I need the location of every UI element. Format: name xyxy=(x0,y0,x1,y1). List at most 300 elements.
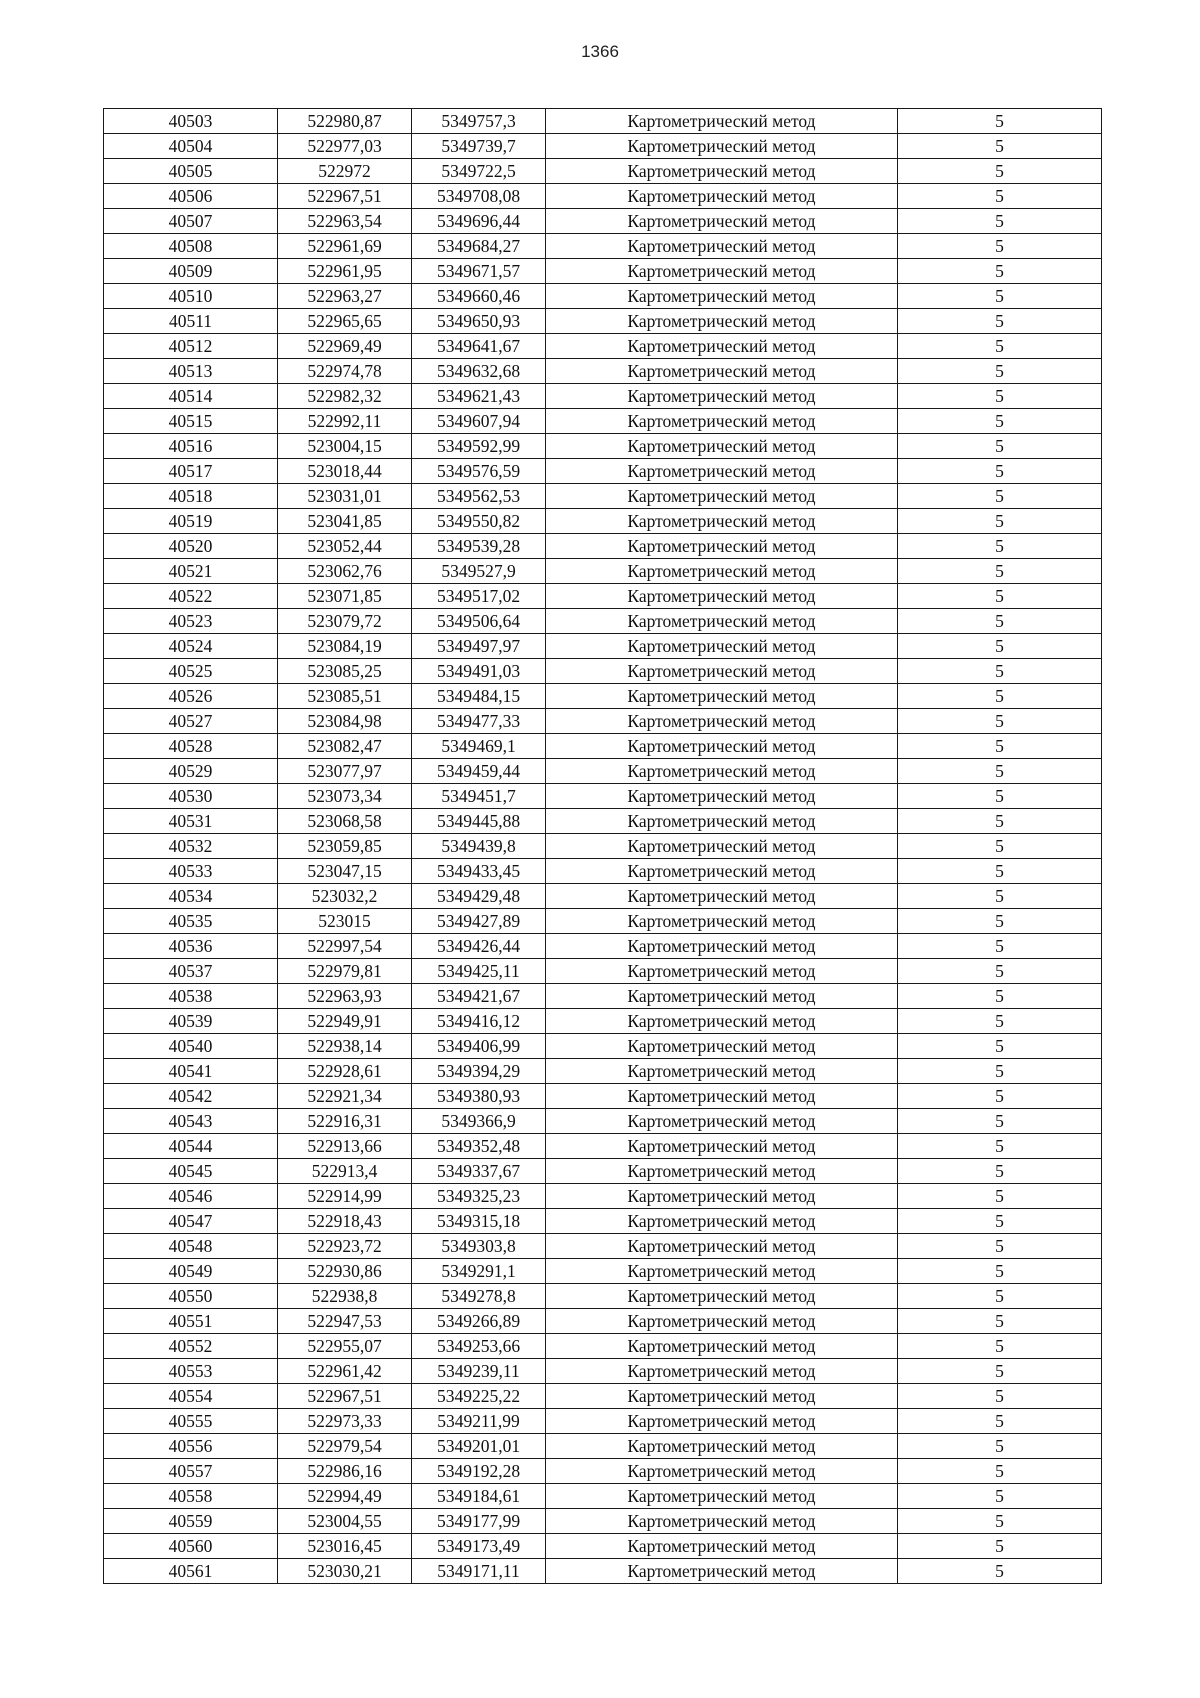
table-row xyxy=(104,1084,1102,1109)
x-coordinate-cell: 522916,31 xyxy=(278,1109,412,1134)
accuracy-cell: 5 xyxy=(898,934,1102,959)
x-coordinate-cell: 522947,53 xyxy=(278,1309,412,1334)
accuracy-cell: 5 xyxy=(898,559,1102,584)
method-cell: Картометрический метод xyxy=(546,134,898,159)
accuracy-cell: 5 xyxy=(898,184,1102,209)
point-number-cell: 40547 xyxy=(104,1209,278,1234)
accuracy-cell: 5 xyxy=(898,1034,1102,1059)
accuracy-cell: 5 xyxy=(898,109,1102,134)
point-number-cell: 40516 xyxy=(104,434,278,459)
method-cell: Картометрический метод xyxy=(546,809,898,834)
accuracy-cell: 5 xyxy=(898,1384,1102,1409)
method-cell: Картометрический метод xyxy=(546,1409,898,1434)
point-number-cell: 40558 xyxy=(104,1484,278,1509)
x-coordinate-cell: 522973,33 xyxy=(278,1409,412,1434)
y-coordinate-cell: 5349539,28 xyxy=(412,534,546,559)
page-number: 1366 xyxy=(581,42,619,61)
method-cell: Картометрический метод xyxy=(546,359,898,384)
x-coordinate-cell: 522921,34 xyxy=(278,1084,412,1109)
y-coordinate-cell: 5349684,27 xyxy=(412,234,546,259)
x-coordinate-cell: 523016,45 xyxy=(278,1534,412,1559)
x-coordinate-cell: 523062,76 xyxy=(278,559,412,584)
table-row xyxy=(104,1509,1102,1534)
y-coordinate-cell: 5349173,49 xyxy=(412,1534,546,1559)
method-cell: Картометрический метод xyxy=(546,1159,898,1184)
table-row xyxy=(104,1484,1102,1509)
point-number-cell: 40540 xyxy=(104,1034,278,1059)
y-coordinate-cell: 5349433,45 xyxy=(412,859,546,884)
coordinates-table-body xyxy=(104,109,1102,1584)
point-number-cell: 40506 xyxy=(104,184,278,209)
table-row xyxy=(104,734,1102,759)
method-cell: Картометрический метод xyxy=(546,1209,898,1234)
point-number-cell: 40549 xyxy=(104,1259,278,1284)
point-number-cell: 40561 xyxy=(104,1559,278,1584)
table-row xyxy=(104,284,1102,309)
y-coordinate-cell: 5349278,8 xyxy=(412,1284,546,1309)
table-row xyxy=(104,859,1102,884)
x-coordinate-cell: 523015 xyxy=(278,909,412,934)
method-cell: Картометрический метод xyxy=(546,759,898,784)
x-coordinate-cell: 523082,47 xyxy=(278,734,412,759)
y-coordinate-cell: 5349171,11 xyxy=(412,1559,546,1584)
method-cell: Картометрический метод xyxy=(546,1509,898,1534)
y-coordinate-cell: 5349491,03 xyxy=(412,659,546,684)
x-coordinate-cell: 522979,54 xyxy=(278,1434,412,1459)
x-coordinate-cell: 523084,98 xyxy=(278,709,412,734)
point-number-cell: 40539 xyxy=(104,1009,278,1034)
table-row xyxy=(104,1409,1102,1434)
point-number-cell: 40543 xyxy=(104,1109,278,1134)
accuracy-cell: 5 xyxy=(898,959,1102,984)
accuracy-cell: 5 xyxy=(898,159,1102,184)
accuracy-cell: 5 xyxy=(898,234,1102,259)
y-coordinate-cell: 5349477,33 xyxy=(412,709,546,734)
y-coordinate-cell: 5349266,89 xyxy=(412,1309,546,1334)
point-number-cell: 40545 xyxy=(104,1159,278,1184)
point-number-cell: 40536 xyxy=(104,934,278,959)
accuracy-cell: 5 xyxy=(898,884,1102,909)
y-coordinate-cell: 5349253,66 xyxy=(412,1334,546,1359)
point-number-cell: 40509 xyxy=(104,259,278,284)
point-number-cell: 40510 xyxy=(104,284,278,309)
accuracy-cell: 5 xyxy=(898,259,1102,284)
x-coordinate-cell: 523031,01 xyxy=(278,484,412,509)
point-number-cell: 40523 xyxy=(104,609,278,634)
point-number-cell: 40520 xyxy=(104,534,278,559)
accuracy-cell: 5 xyxy=(898,1259,1102,1284)
table-row xyxy=(104,884,1102,909)
accuracy-cell: 5 xyxy=(898,1134,1102,1159)
point-number-cell: 40531 xyxy=(104,809,278,834)
y-coordinate-cell: 5349416,12 xyxy=(412,1009,546,1034)
x-coordinate-cell: 522961,42 xyxy=(278,1359,412,1384)
table-row xyxy=(104,1559,1102,1584)
table-row xyxy=(104,809,1102,834)
point-number-cell: 40544 xyxy=(104,1134,278,1159)
point-number-cell: 40528 xyxy=(104,734,278,759)
accuracy-cell: 5 xyxy=(898,459,1102,484)
x-coordinate-cell: 522986,16 xyxy=(278,1459,412,1484)
table-row xyxy=(104,159,1102,184)
accuracy-cell: 5 xyxy=(898,284,1102,309)
table-row xyxy=(104,1159,1102,1184)
table-row xyxy=(104,534,1102,559)
method-cell: Картометрический метод xyxy=(546,1434,898,1459)
point-number-cell: 40537 xyxy=(104,959,278,984)
point-number-cell: 40515 xyxy=(104,409,278,434)
method-cell: Картометрический метод xyxy=(546,1559,898,1584)
table-row xyxy=(104,334,1102,359)
y-coordinate-cell: 5349607,94 xyxy=(412,409,546,434)
y-coordinate-cell: 5349211,99 xyxy=(412,1409,546,1434)
table-row xyxy=(104,609,1102,634)
accuracy-cell: 5 xyxy=(898,509,1102,534)
x-coordinate-cell: 522961,69 xyxy=(278,234,412,259)
x-coordinate-cell: 522963,54 xyxy=(278,209,412,234)
x-coordinate-cell: 523032,2 xyxy=(278,884,412,909)
y-coordinate-cell: 5349671,57 xyxy=(412,259,546,284)
method-cell: Картометрический метод xyxy=(546,659,898,684)
table-row xyxy=(104,1534,1102,1559)
method-cell: Картометрический метод xyxy=(546,934,898,959)
x-coordinate-cell: 522967,51 xyxy=(278,184,412,209)
table-row xyxy=(104,1134,1102,1159)
accuracy-cell: 5 xyxy=(898,409,1102,434)
accuracy-cell: 5 xyxy=(898,1059,1102,1084)
point-number-cell: 40513 xyxy=(104,359,278,384)
method-cell: Картометрический метод xyxy=(546,1334,898,1359)
point-number-cell: 40525 xyxy=(104,659,278,684)
accuracy-cell: 5 xyxy=(898,1234,1102,1259)
point-number-cell: 40529 xyxy=(104,759,278,784)
x-coordinate-cell: 523071,85 xyxy=(278,584,412,609)
accuracy-cell: 5 xyxy=(898,859,1102,884)
table-row xyxy=(104,1209,1102,1234)
method-cell: Картометрический метод xyxy=(546,209,898,234)
accuracy-cell: 5 xyxy=(898,334,1102,359)
point-number-cell: 40517 xyxy=(104,459,278,484)
point-number-cell: 40521 xyxy=(104,559,278,584)
accuracy-cell: 5 xyxy=(898,1109,1102,1134)
x-coordinate-cell: 522977,03 xyxy=(278,134,412,159)
method-cell: Картометрический метод xyxy=(546,734,898,759)
x-coordinate-cell: 523047,15 xyxy=(278,859,412,884)
y-coordinate-cell: 5349469,1 xyxy=(412,734,546,759)
y-coordinate-cell: 5349696,44 xyxy=(412,209,546,234)
table-row xyxy=(104,659,1102,684)
y-coordinate-cell: 5349506,64 xyxy=(412,609,546,634)
table-row xyxy=(104,459,1102,484)
method-cell: Картометрический метод xyxy=(546,1484,898,1509)
point-number-cell: 40560 xyxy=(104,1534,278,1559)
accuracy-cell: 5 xyxy=(898,534,1102,559)
table-row xyxy=(104,934,1102,959)
table-row xyxy=(104,1359,1102,1384)
method-cell: Картометрический метод xyxy=(546,1534,898,1559)
y-coordinate-cell: 5349315,18 xyxy=(412,1209,546,1234)
y-coordinate-cell: 5349406,99 xyxy=(412,1034,546,1059)
accuracy-cell: 5 xyxy=(898,684,1102,709)
table-row xyxy=(104,1384,1102,1409)
method-cell: Картометрический метод xyxy=(546,909,898,934)
table-row xyxy=(104,434,1102,459)
method-cell: Картометрический метод xyxy=(546,959,898,984)
method-cell: Картометрический метод xyxy=(546,1284,898,1309)
y-coordinate-cell: 5349421,67 xyxy=(412,984,546,1009)
y-coordinate-cell: 5349660,46 xyxy=(412,284,546,309)
point-number-cell: 40512 xyxy=(104,334,278,359)
x-coordinate-cell: 523084,19 xyxy=(278,634,412,659)
accuracy-cell: 5 xyxy=(898,834,1102,859)
accuracy-cell: 5 xyxy=(898,759,1102,784)
point-number-cell: 40526 xyxy=(104,684,278,709)
point-number-cell: 40550 xyxy=(104,1284,278,1309)
accuracy-cell: 5 xyxy=(898,1434,1102,1459)
point-number-cell: 40503 xyxy=(104,109,278,134)
point-number-cell: 40552 xyxy=(104,1334,278,1359)
accuracy-cell: 5 xyxy=(898,1359,1102,1384)
x-coordinate-cell: 522918,43 xyxy=(278,1209,412,1234)
accuracy-cell: 5 xyxy=(898,1309,1102,1334)
point-number-cell: 40507 xyxy=(104,209,278,234)
method-cell: Картометрический метод xyxy=(546,434,898,459)
accuracy-cell: 5 xyxy=(898,1009,1102,1034)
point-number-cell: 40551 xyxy=(104,1309,278,1334)
y-coordinate-cell: 5349641,67 xyxy=(412,334,546,359)
x-coordinate-cell: 522982,32 xyxy=(278,384,412,409)
x-coordinate-cell: 523030,21 xyxy=(278,1559,412,1584)
y-coordinate-cell: 5349576,59 xyxy=(412,459,546,484)
x-coordinate-cell: 523068,58 xyxy=(278,809,412,834)
y-coordinate-cell: 5349303,8 xyxy=(412,1234,546,1259)
accuracy-cell: 5 xyxy=(898,1459,1102,1484)
accuracy-cell: 5 xyxy=(898,809,1102,834)
point-number-cell: 40527 xyxy=(104,709,278,734)
point-number-cell: 40548 xyxy=(104,1234,278,1259)
accuracy-cell: 5 xyxy=(898,1284,1102,1309)
point-number-cell: 40524 xyxy=(104,634,278,659)
point-number-cell: 40514 xyxy=(104,384,278,409)
accuracy-cell: 5 xyxy=(898,134,1102,159)
table-row xyxy=(104,959,1102,984)
x-coordinate-cell: 522949,91 xyxy=(278,1009,412,1034)
point-number-cell: 40546 xyxy=(104,1184,278,1209)
accuracy-cell: 5 xyxy=(898,1559,1102,1584)
x-coordinate-cell: 522961,95 xyxy=(278,259,412,284)
x-coordinate-cell: 522928,61 xyxy=(278,1059,412,1084)
method-cell: Картометрический метод xyxy=(546,684,898,709)
y-coordinate-cell: 5349239,11 xyxy=(412,1359,546,1384)
y-coordinate-cell: 5349427,89 xyxy=(412,909,546,934)
point-number-cell: 40557 xyxy=(104,1459,278,1484)
x-coordinate-cell: 522923,72 xyxy=(278,1234,412,1259)
x-coordinate-cell: 522974,78 xyxy=(278,359,412,384)
table-row xyxy=(104,1259,1102,1284)
accuracy-cell: 5 xyxy=(898,609,1102,634)
table-row xyxy=(104,634,1102,659)
point-number-cell: 40553 xyxy=(104,1359,278,1384)
method-cell: Картометрический метод xyxy=(546,509,898,534)
table-row xyxy=(104,559,1102,584)
accuracy-cell: 5 xyxy=(898,784,1102,809)
method-cell: Картометрический метод xyxy=(546,1009,898,1034)
accuracy-cell: 5 xyxy=(898,1534,1102,1559)
y-coordinate-cell: 5349739,7 xyxy=(412,134,546,159)
accuracy-cell: 5 xyxy=(898,1334,1102,1359)
accuracy-cell: 5 xyxy=(898,984,1102,1009)
point-number-cell: 40532 xyxy=(104,834,278,859)
table-row xyxy=(104,909,1102,934)
x-coordinate-cell: 523018,44 xyxy=(278,459,412,484)
y-coordinate-cell: 5349394,29 xyxy=(412,1059,546,1084)
table-row xyxy=(104,784,1102,809)
y-coordinate-cell: 5349352,48 xyxy=(412,1134,546,1159)
point-number-cell: 40535 xyxy=(104,909,278,934)
x-coordinate-cell: 523085,51 xyxy=(278,684,412,709)
method-cell: Картометрический метод xyxy=(546,1184,898,1209)
accuracy-cell: 5 xyxy=(898,359,1102,384)
x-coordinate-cell: 522980,87 xyxy=(278,109,412,134)
y-coordinate-cell: 5349708,08 xyxy=(412,184,546,209)
accuracy-cell: 5 xyxy=(898,209,1102,234)
point-number-cell: 40518 xyxy=(104,484,278,509)
y-coordinate-cell: 5349225,22 xyxy=(412,1384,546,1409)
method-cell: Картометрический метод xyxy=(546,609,898,634)
method-cell: Картометрический метод xyxy=(546,984,898,1009)
y-coordinate-cell: 5349562,53 xyxy=(412,484,546,509)
method-cell: Картометрический метод xyxy=(546,284,898,309)
table-row xyxy=(104,134,1102,159)
coordinates-table xyxy=(103,108,1102,1584)
point-number-cell: 40530 xyxy=(104,784,278,809)
point-number-cell: 40504 xyxy=(104,134,278,159)
point-number-cell: 40511 xyxy=(104,309,278,334)
y-coordinate-cell: 5349201,01 xyxy=(412,1434,546,1459)
x-coordinate-cell: 523085,25 xyxy=(278,659,412,684)
y-coordinate-cell: 5349650,93 xyxy=(412,309,546,334)
table-row xyxy=(104,234,1102,259)
y-coordinate-cell: 5349632,68 xyxy=(412,359,546,384)
table-row xyxy=(104,409,1102,434)
y-coordinate-cell: 5349497,97 xyxy=(412,634,546,659)
table-row xyxy=(104,509,1102,534)
method-cell: Картометрический метод xyxy=(546,884,898,909)
point-number-cell: 40519 xyxy=(104,509,278,534)
x-coordinate-cell: 522979,81 xyxy=(278,959,412,984)
point-number-cell: 40542 xyxy=(104,1084,278,1109)
y-coordinate-cell: 5349380,93 xyxy=(412,1084,546,1109)
accuracy-cell: 5 xyxy=(898,434,1102,459)
method-cell: Картометрический метод xyxy=(546,1034,898,1059)
table-row xyxy=(104,184,1102,209)
point-number-cell: 40534 xyxy=(104,884,278,909)
x-coordinate-cell: 522994,49 xyxy=(278,1484,412,1509)
method-cell: Картометрический метод xyxy=(546,559,898,584)
table-row xyxy=(104,709,1102,734)
y-coordinate-cell: 5349484,15 xyxy=(412,684,546,709)
accuracy-cell: 5 xyxy=(898,1184,1102,1209)
y-coordinate-cell: 5349291,1 xyxy=(412,1259,546,1284)
method-cell: Картометрический метод xyxy=(546,109,898,134)
y-coordinate-cell: 5349459,44 xyxy=(412,759,546,784)
x-coordinate-cell: 522930,86 xyxy=(278,1259,412,1284)
y-coordinate-cell: 5349337,67 xyxy=(412,1159,546,1184)
method-cell: Картометрический метод xyxy=(546,584,898,609)
point-number-cell: 40538 xyxy=(104,984,278,1009)
accuracy-cell: 5 xyxy=(898,659,1102,684)
method-cell: Картометрический метод xyxy=(546,1359,898,1384)
table-row xyxy=(104,1234,1102,1259)
table-row xyxy=(104,484,1102,509)
table-row xyxy=(104,684,1102,709)
method-cell: Картометрический метод xyxy=(546,259,898,284)
y-coordinate-cell: 5349621,43 xyxy=(412,384,546,409)
y-coordinate-cell: 5349192,28 xyxy=(412,1459,546,1484)
method-cell: Картометрический метод xyxy=(546,234,898,259)
method-cell: Картометрический метод xyxy=(546,384,898,409)
method-cell: Картометрический метод xyxy=(546,459,898,484)
accuracy-cell: 5 xyxy=(898,309,1102,334)
y-coordinate-cell: 5349426,44 xyxy=(412,934,546,959)
y-coordinate-cell: 5349451,7 xyxy=(412,784,546,809)
y-coordinate-cell: 5349517,02 xyxy=(412,584,546,609)
table-row xyxy=(104,1309,1102,1334)
method-cell: Картометрический метод xyxy=(546,184,898,209)
method-cell: Картометрический метод xyxy=(546,534,898,559)
method-cell: Картометрический метод xyxy=(546,1059,898,1084)
point-number-cell: 40559 xyxy=(104,1509,278,1534)
x-coordinate-cell: 523052,44 xyxy=(278,534,412,559)
accuracy-cell: 5 xyxy=(898,1409,1102,1434)
x-coordinate-cell: 522914,99 xyxy=(278,1184,412,1209)
y-coordinate-cell: 5349722,5 xyxy=(412,159,546,184)
point-number-cell: 40505 xyxy=(104,159,278,184)
table-row xyxy=(104,309,1102,334)
method-cell: Картометрический метод xyxy=(546,1384,898,1409)
y-coordinate-cell: 5349592,99 xyxy=(412,434,546,459)
x-coordinate-cell: 522972 xyxy=(278,159,412,184)
method-cell: Картометрический метод xyxy=(546,1084,898,1109)
method-cell: Картометрический метод xyxy=(546,1134,898,1159)
table-row xyxy=(104,1034,1102,1059)
table-row xyxy=(104,1059,1102,1084)
y-coordinate-cell: 5349757,3 xyxy=(412,109,546,134)
table-row xyxy=(104,584,1102,609)
table-row xyxy=(104,1334,1102,1359)
point-number-cell: 40555 xyxy=(104,1409,278,1434)
point-number-cell: 40522 xyxy=(104,584,278,609)
point-number-cell: 40533 xyxy=(104,859,278,884)
method-cell: Картометрический метод xyxy=(546,1459,898,1484)
x-coordinate-cell: 523077,97 xyxy=(278,759,412,784)
x-coordinate-cell: 522913,66 xyxy=(278,1134,412,1159)
method-cell: Картометрический метод xyxy=(546,859,898,884)
y-coordinate-cell: 5349445,88 xyxy=(412,809,546,834)
x-coordinate-cell: 522992,11 xyxy=(278,409,412,434)
x-coordinate-cell: 522963,93 xyxy=(278,984,412,1009)
x-coordinate-cell: 522965,65 xyxy=(278,309,412,334)
table-row xyxy=(104,834,1102,859)
method-cell: Картометрический метод xyxy=(546,709,898,734)
y-coordinate-cell: 5349429,48 xyxy=(412,884,546,909)
method-cell: Картометрический метод xyxy=(546,634,898,659)
x-coordinate-cell: 522938,14 xyxy=(278,1034,412,1059)
accuracy-cell: 5 xyxy=(898,1084,1102,1109)
table-row xyxy=(104,1184,1102,1209)
accuracy-cell: 5 xyxy=(898,634,1102,659)
x-coordinate-cell: 523073,34 xyxy=(278,784,412,809)
